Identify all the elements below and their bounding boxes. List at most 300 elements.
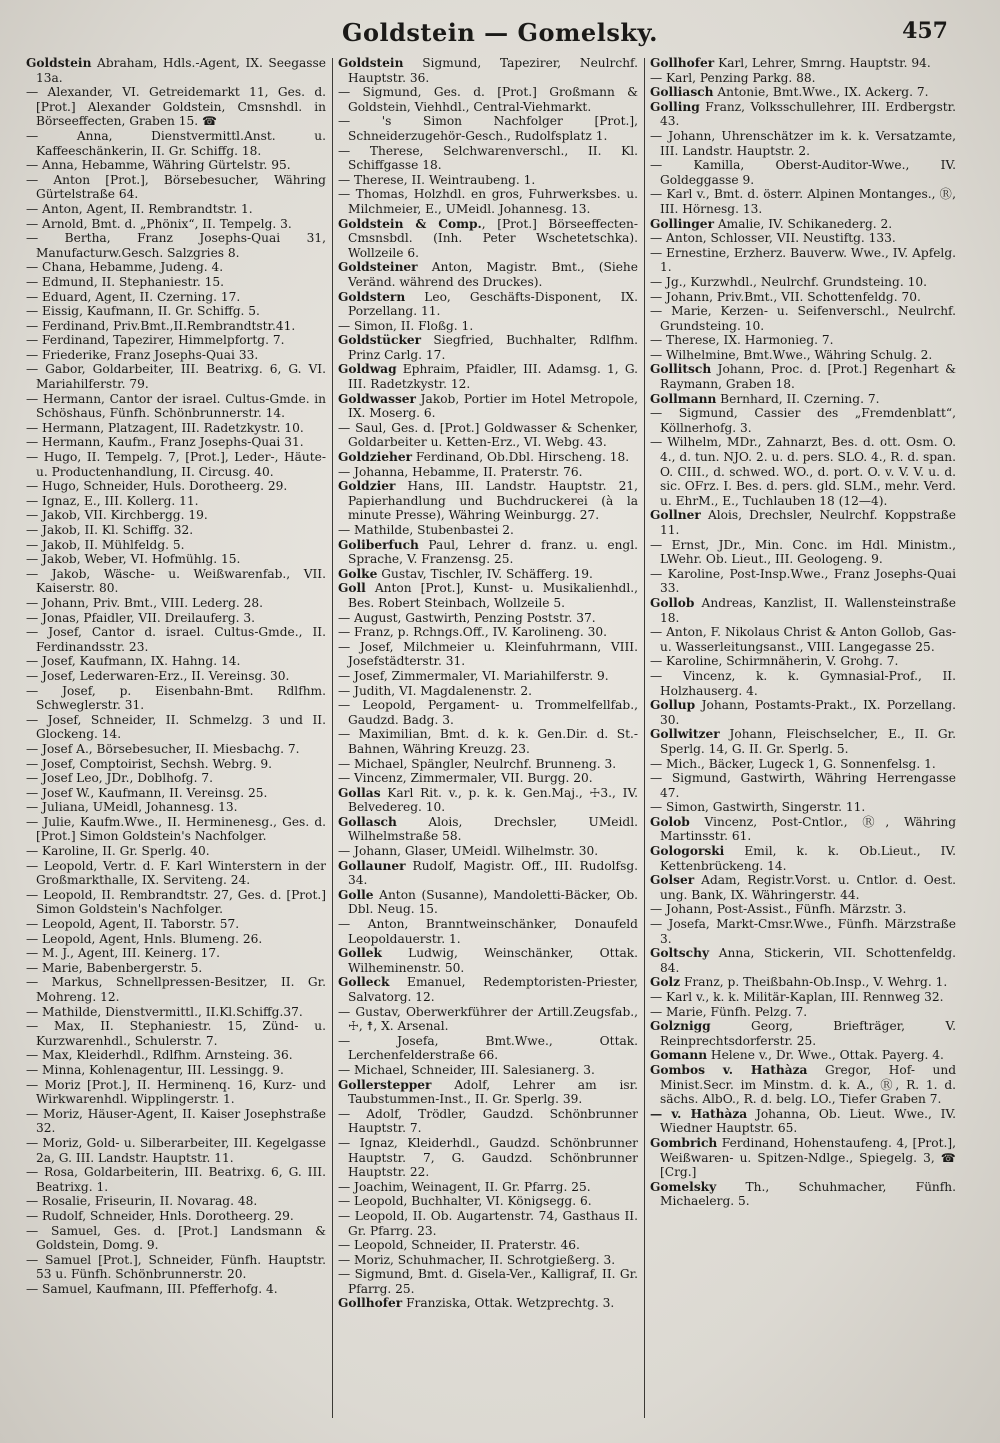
directory-entry-main [650, 946, 956, 975]
entry-surname: Gomann [650, 1048, 708, 1063]
entry-text: — Sigmund, Ges. d. [Prot.] Großmann & Goldstein, Viehhdl., Central-Viehmarkt. [338, 85, 638, 114]
directory-entry-main [338, 538, 638, 567]
entry-text: — Mathilde, Dienstvermittl., II.Kl.Schiffg.37. [26, 1004, 303, 1019]
directory-entry [26, 435, 326, 450]
entry-text: Ephraim, Pfaidler, III. Adamsg. 1, G. III. Radetzkystr. 12. [348, 362, 638, 392]
directory-entry [26, 158, 326, 173]
entry-text: Ludwig, Weinschänker, Ottak. Wilheminenstr. 50. [348, 946, 638, 975]
entry-surname: Gollob [650, 595, 695, 610]
directory-entry [650, 231, 956, 246]
directory-entry [26, 1005, 326, 1020]
entry-text: — Maximilian, Bmt. d. k. k. Gen.Dir. d. St.-Bahnen, Währing Kreuzg. 23. [338, 727, 638, 756]
directory-entry [650, 771, 956, 800]
directory-entry [338, 771, 638, 786]
directory-entry [26, 1194, 326, 1209]
running-head: Goldstein — Gomelsky. [341, 18, 659, 47]
entry-text: — Thomas, Holzhdl. en gros, Fuhrwerksbes. u. Milchmeier, E., UMeidl. Johannesg. 13. [338, 187, 638, 216]
entry-text: — Joachim, Weinagent, II. Gr. Pfarrg. 25. [338, 1179, 591, 1194]
directory-entry-main [650, 217, 956, 232]
entry-text: Georg, Briefträger, V. Reinprechtsdorferstr. 25. [660, 1019, 956, 1048]
entry-text: — Wilhelm, MDr., Zahnarzt, Bes. d. ott. Osm. O. 4., d. tun. NJO. 2. u. d. pers. SLO. 4., R. d. span. O. CIII., d. schwed. WO., d. port. O. v. V. V. u. d. sic. OFrz. I. Bes. d. pers. gld. SLM., mehr. Verd. u. EhrM., E., Tuchlauben 18 (12—4). [650, 435, 956, 508]
page-header [0, 14, 1000, 54]
entry-text: — Rudolf, Schneider, Hnls. Dorotheerg. 29. [26, 1208, 294, 1223]
directory-entry-main [650, 362, 956, 391]
directory-entry [338, 144, 638, 173]
column-3 [650, 56, 956, 1426]
directory-entry-main [338, 479, 638, 523]
directory-entry [650, 538, 956, 567]
entry-text: — Jakob, VII. Kirchbergg. 19. [26, 508, 208, 523]
entry-surname: Gollas [338, 785, 381, 800]
entry-text: — Franz, p. Rchngs.Off., IV. Karolineng. 30. [338, 625, 608, 640]
entry-surname: Gologorski [650, 844, 725, 859]
entry-text: — Karl v., Bmt. d. österr. Alpinen Montanges., Ⓡ, III. Hörnesg. 13. [650, 187, 956, 216]
entry-text: — Samuel [Prot.], Schneider, Fünfh. Hauptstr. 53 u. Fünfh. Schönbrunnerstr. 20. [26, 1252, 326, 1282]
directory-entry [26, 771, 326, 786]
directory-entry-main [338, 392, 638, 421]
entry-text: — Anton [Prot.], Börsebesucher, Währing Gürtelstraße 64. [26, 172, 326, 202]
entry-text: Franz, Volksschullehrer, III. Erdbergstr. 43. [660, 99, 956, 129]
directory-entry [338, 1180, 638, 1195]
entry-text: — August, Gastwirth, Penzing Poststr. 37. [338, 610, 596, 625]
entry-surname: Gollwitzer [650, 727, 720, 742]
entry-text: — Jakob, Wäsche- u. Weißwarenfab., VII. Kaiserstr. 80. [26, 566, 326, 596]
entry-text: — Michael, Spängler, Neulrchf. Brunneng. 3. [338, 756, 617, 771]
entry-text: — Karl, Penzing Parkg. 88. [650, 70, 816, 85]
entry-text: Paul, Lehrer d. franz. u. engl. Sprache, V. Franzensg. 25. [348, 537, 638, 567]
directory-entry-main [650, 727, 956, 756]
entry-text: — Simon, Gastwirth, Singerstr. 11. [650, 800, 866, 815]
directory-entry [650, 902, 956, 917]
directory-entry [650, 246, 956, 275]
directory-entry [26, 479, 326, 494]
entry-text: — Leopold, II. Rembrandtstr. 27, Ges. d. [Prot.] Simon Goldstein's Nachfolger. [26, 887, 326, 917]
entry-text: — Josef, Kaufmann, IX. Hahng. 14. [26, 654, 241, 669]
entry-surname: Golke [338, 566, 378, 581]
directory-entry [338, 465, 638, 480]
entry-surname: Golz [650, 975, 681, 990]
entry-text: — Anton, Agent, II. Rembrandtstr. 1. [26, 201, 253, 216]
page-number: 457 [902, 18, 948, 44]
directory-entry [26, 742, 326, 757]
entry-text: — Josef, Milchmeier u. Kleinfuhrmann, VIII. Josefstädterstr. 31. [338, 639, 638, 669]
entry-text: — Eissig, Kaufmann, II. Gr. Schiffg. 5. [26, 304, 260, 319]
entry-text: — Sigmund, Bmt. d. Gisela-Ver., Kalligraf, II. Gr. Pfarrg. 25. [338, 1267, 638, 1296]
directory-entry [338, 611, 638, 626]
directory-entry [26, 946, 326, 961]
entry-text: , [Prot.] Börseeffecten-Cmsnsbdl. (Inh. Peter Wschetetschka). Wollzeile 6. [348, 216, 638, 260]
directory-entry-main [338, 786, 638, 815]
entry-surname: Goldzier [338, 479, 396, 494]
entry-text: — Moriz [Prot.], II. Herminenq. 16, Kurz- und Wirkwarenhdl. Wipplingerstr. 1. [26, 1077, 326, 1107]
directory-entry-main [650, 392, 956, 407]
directory-entry-main [338, 815, 638, 844]
directory-entry-main [650, 1048, 956, 1063]
directory-entry [26, 319, 326, 334]
directory-entry-main [338, 362, 638, 391]
directory-entry [26, 1107, 326, 1136]
entry-text: Anton, Magistr. Bmt., (Siehe Veränd. während des Druckes). [348, 260, 638, 289]
entry-text: — Samuel, Ges. d. [Prot.] Landsmann & Goldstein, Domg. 9. [26, 1223, 326, 1253]
directory-entry-main [338, 56, 638, 85]
entry-text: — Leopold, Agent, II. Taborstr. 57. [26, 917, 240, 932]
directory-entry-main [650, 975, 956, 990]
directory-entry [26, 611, 326, 626]
entry-text: — Samuel, Kaufmann, III. Pfefferhofg. 4. [26, 1281, 278, 1296]
directory-entry-main [650, 1180, 956, 1209]
entry-text: — Max, Kleiderhdl., Rdlfhm. Arnsteing. 36. [26, 1048, 293, 1063]
directory-entry [650, 654, 956, 669]
entry-text: — Karl v., k. k. Militär-Kaplan, III. Rennweg 32. [650, 990, 944, 1004]
directory-entry [338, 684, 638, 699]
entry-surname: Gombrich [650, 1135, 718, 1150]
directory-entry-main [338, 1296, 638, 1311]
entry-text: — Minna, Kohlenagentur, III. Lessingg. 9. [26, 1062, 284, 1077]
entry-text: — Gustav, Oberwerkführer der Artill.Zeugsfab., ☩, ☨, X. Arsenal. [338, 1004, 638, 1034]
entry-text: — Arnold, Bmt. d. „Phönix“, II. Tempelg. 3. [26, 216, 292, 231]
entry-surname: Goldstücker [338, 333, 422, 348]
directory-entry [26, 392, 326, 421]
entry-text: — Leopold, Pergament- u. Trommelfellfab., Gaudzd. Badg. 3. [338, 698, 638, 727]
entry-text: — Johanna, Hebamme, II. Praterstr. 76. [338, 464, 583, 479]
directory-entry [338, 1209, 638, 1238]
entry-text: — Marie, Fünfh. Pelzg. 7. [650, 1004, 808, 1019]
entry-surname: Goldzieher [338, 450, 413, 465]
column-rule [644, 58, 645, 1418]
directory-entry [26, 800, 326, 815]
directory-entry [26, 713, 326, 742]
entry-text: — Johann, Post-Assist., Fünfh. Märzstr. 3. [650, 902, 907, 917]
directory-entry [26, 1019, 326, 1048]
directory-entry-main [650, 844, 956, 873]
entry-text: — Jakob, II. Mühlfeldg. 5. [26, 537, 185, 552]
entry-surname: Gollhofer [338, 1296, 403, 1311]
entry-text: Hans, III. Landstr. Hauptstr. 21, Papierhandlung und Buchdruckerei (à la minute Presse), Währing Weinburgg. 27. [348, 479, 638, 523]
entry-text: — Ernestine, Erzherz. Bauverw. Wwe., IV. Apfelg. 1. [650, 245, 956, 275]
directory-entry-main [338, 1078, 638, 1107]
entry-text: — Jakob, Weber, VI. Hofmühlg. 15. [26, 552, 241, 567]
directory-entry [26, 1282, 326, 1297]
entry-text: — Edmund, II. Stephaniestr. 15. [26, 274, 225, 289]
entry-text: — Josef Leo, JDr., Doblhofg. 7. [26, 771, 213, 786]
entry-surname: Goldstein [338, 56, 404, 70]
directory-entry-main [338, 859, 638, 888]
entry-text: — Juliana, UMeidl, Johannesg. 13. [26, 800, 238, 815]
directory-entry [26, 625, 326, 654]
directory-entry [26, 1224, 326, 1253]
directory-entry-main [650, 100, 956, 129]
entry-text: — Vincenz, Zimmermaler, VII. Burgg. 20. [338, 771, 593, 786]
directory-entry-main [650, 1136, 956, 1180]
entry-text: — Leopold, Vertr. d. F. Karl Winterstern in der Großmarkthalle, IX. Serviteng. 24. [26, 858, 326, 888]
directory-entry [338, 1107, 638, 1136]
entry-text: Ferdinand, Ob.Dbl. Hirscheng. 18. [412, 450, 630, 465]
entry-text: Franz, p. Theißbahn-Ob.Insp., V. Wehrg. 1. [680, 975, 948, 990]
entry-surname: Golling [650, 99, 700, 114]
entry-surname: Goldwasser [338, 391, 416, 406]
directory-entry [650, 71, 956, 86]
entry-surname: Goldstern [338, 289, 406, 304]
directory-entry-main [650, 1019, 956, 1048]
entry-text: — Karoline, Schirmnäherin, V. Grohg. 7. [650, 654, 899, 669]
entry-surname: Golleck [338, 975, 390, 990]
entry-text: — Gabor, Goldarbeiter, III. Beatrixg. 6, G. VI. Mariahilferstr. 79. [26, 362, 326, 392]
entry-text: — M. J., Agent, III. Keinerg. 17. [26, 946, 221, 961]
entry-text: Ferdinand, Hohenstaufeng. 4, [Prot.], Weißwaren- u. Spitzen-Ndlge., Spiegelg. 3, ☎ [Crg.] [660, 1135, 956, 1180]
entry-text: — Therese, IX. Harmonieg. 7. [650, 333, 834, 348]
entry-surname: Golle [338, 887, 374, 902]
directory-entry [338, 669, 638, 684]
entry-surname: Gollinger [650, 216, 714, 231]
directory-entry [338, 1238, 638, 1253]
entry-text: — Anna, Hebamme, Währing Gürtelstr. 95. [26, 158, 291, 173]
entry-surname: — v. Hathàza [650, 1106, 748, 1121]
entry-surname: Gomelsky [650, 1179, 717, 1194]
entry-text: — Rosa, Goldarbeiterin, III. Beatrixg. 6, G. III. Beatrixg. 1. [26, 1165, 326, 1194]
directory-entry [650, 348, 956, 363]
entry-surname: Gollup [650, 698, 696, 713]
entry-text: — Johann, Glaser, UMeidl. Wilhelmstr. 30. [338, 844, 599, 859]
entry-text: — Saul, Ges. d. [Prot.] Goldwasser & Schenker, Goldarbeiter u. Ketten-Erz., VI. Webg. 43. [338, 420, 638, 450]
entry-text: — Therese, Selchwarenverschl., II. Kl. Schiffgasse 18. [338, 143, 638, 173]
entry-text: — Karoline, II. Gr. Sperlg. 40. [26, 844, 210, 859]
directory-entry [26, 333, 326, 348]
entry-text: — Leopold, II. Ob. Augartenstr. 74, Gasthaus II. Gr. Pfarrg. 23. [338, 1208, 638, 1238]
entry-text: — Rosalie, Friseurin, II. Novarag. 48. [26, 1194, 258, 1209]
entry-surname: Gollmann [650, 391, 717, 406]
entry-text: Johann, Postamts-Prakt., IX. Porzellang. 30. [660, 698, 956, 727]
entry-text: Helene v., Dr. Wwe., Ottak. Payerg. 4. [707, 1048, 944, 1063]
entry-text: Johann, Proc. d. [Prot.] Regenhart & Raymann, Graben 18. [660, 362, 956, 392]
entry-text: — Mathilde, Stubenbastei 2. [338, 523, 514, 537]
entry-text: Gregor, Hof- und Minist.Secr. im Minstm. d. k. A., Ⓡ, R. 1. d. sächs. AlbO., R. d. belg. LO., Tiefer Graben 7. [660, 1062, 956, 1107]
entry-text: — Anton, Schlosser, VII. Neustiftg. 133. [650, 231, 896, 246]
entry-text: — Josef, Schneider, II. Schmelzg. 3 und II. Glockeng. 14. [26, 712, 326, 742]
entry-text: — Julie, Kaufm.Wwe., II. Herminenesg., Ges. d. [Prot.] Simon Goldstein's Nachfolger. [26, 814, 326, 844]
directory-entry [26, 1078, 326, 1107]
directory-entry-main [650, 596, 956, 625]
directory-entry [650, 917, 956, 946]
entry-text: — Alexander, VI. Getreidemarkt 11, Ges. d. [Prot.] Alexander Goldstein, Cmsnshdl. in Börseeffecten, Graben 15. ☎ [26, 85, 326, 129]
entry-surname: Golob [650, 814, 690, 829]
directory-entry-main [650, 508, 956, 537]
directory-entry [338, 1194, 638, 1209]
entry-text: — Anton, F. Nikolaus Christ & Anton Gollob, Gas- u. Wasserleitungsanst., VIII. Langegasse 25. [650, 625, 956, 654]
entry-text: Antonie, Bmt.Wwe., IX. Ackerg. 7. [713, 85, 929, 100]
entry-text: Abraham, Hdls.-Agent, IX. Seegasse 13a. [36, 56, 326, 85]
entry-text: — Kamilla, Oberst-Auditor-Wwe., IV. Goldeggasse 9. [650, 158, 956, 187]
entry-text: — Johann, Priv. Bmt., VIII. Lederg. 28. [26, 595, 264, 610]
directory-entry [26, 757, 326, 772]
directory-entry [338, 523, 638, 538]
entry-text: — Hermann, Kaufm., Franz Josephs-Quai 31. [26, 435, 304, 450]
entry-text: — Josef, Zimmermaler, VI. Mariahilferstr. 9. [338, 668, 609, 683]
entry-text: — Markus, Schnellpressen-Besitzer, II. Gr. Mohreng. 12. [26, 975, 326, 1004]
entry-surname: Gollitsch [650, 362, 712, 377]
column-2 [338, 56, 638, 1426]
directory-entry [650, 757, 956, 772]
directory-entry [338, 114, 638, 143]
directory-entry [650, 1005, 956, 1020]
entry-text: — Ignaz, E., III. Kollerg. 11. [26, 493, 199, 508]
directory-entry [338, 1267, 638, 1296]
directory-entry [650, 187, 956, 216]
directory-entry [26, 844, 326, 859]
directory-entry [26, 1253, 326, 1282]
directory-entry [26, 538, 326, 553]
entry-text: Adam, Registr.Vorst. u. Cntlor. d. Oest. ung. Bank, IX. Währingerstr. 44. [660, 873, 956, 902]
directory-entry [26, 129, 326, 158]
directory-entry [338, 1063, 638, 1078]
directory-entry-main [338, 946, 638, 975]
entry-surname: Goldstein & Comp. [338, 216, 482, 231]
directory-entry [650, 669, 956, 698]
directory-entry-main [338, 975, 638, 1004]
directory-entry [26, 217, 326, 232]
entry-text: — Hermann, Platzagent, III. Radetzkystr. 10. [26, 420, 304, 435]
entry-surname: Goltschy [650, 946, 710, 961]
entry-text: — Johann, Priv.Bmt., VII. Schottenfeldg. 70. [650, 289, 921, 304]
directory-entry-main [650, 56, 956, 71]
entry-text: — Jonas, Pfaidler, VII. Dreilauferg. 3. [26, 610, 256, 625]
entry-text: — Leopold, Agent, Hnls. Blumeng. 26. [26, 931, 263, 946]
entry-text: — Moriz, Gold- u. Silberarbeiter, III. Kegelgasse 2a, G. III. Landstr. Hauptstr. 11. [26, 1135, 326, 1165]
directory-entry-main [338, 217, 638, 261]
directory-entry-main [338, 290, 638, 319]
directory-entry-main [338, 567, 638, 582]
directory-entry [26, 1136, 326, 1165]
entry-text: — Friederike, Franz Josephs-Quai 33. [26, 347, 259, 362]
directory-entry [338, 1253, 638, 1268]
directory-entry [650, 625, 956, 654]
directory-entry [26, 815, 326, 844]
entry-surname: Gollauner [338, 858, 406, 873]
directory-entry-main [338, 333, 638, 362]
directory-entry [650, 990, 956, 1005]
directory-entry-main [650, 873, 956, 902]
directory-entry [26, 917, 326, 932]
directory-entry [26, 975, 326, 1004]
directory-entry [26, 450, 326, 479]
directory-entry [26, 523, 326, 538]
entry-surname: Gombos v. Hathàza [650, 1062, 808, 1077]
directory-entry [26, 1063, 326, 1078]
entry-text: — Vincenz, k. k. Gymnasial-Prof., II. Holzhauserg. 4. [650, 668, 956, 698]
directory-entry [26, 348, 326, 363]
entry-text: — Hermann, Cantor der israel. Cultus-Gmde. in Schöshaus, Fünfh. Schönbrunnerstr. 14. [26, 391, 326, 421]
directory-entry [26, 231, 326, 260]
entry-text: Anton [Prot.], Kunst- u. Musikalienhdl., Bes. Robert Steinbach, Wollzeile 5. [348, 581, 638, 610]
entry-text: — Moriz, Schuhmacher, II. Schrotgießerg. 3. [338, 1252, 616, 1267]
directory-entry [338, 625, 638, 640]
entry-text: — Michael, Schneider, III. Salesianerg. 3. [338, 1062, 595, 1077]
entry-surname: Gollasch [338, 814, 397, 829]
entry-text: — Bertha, Franz Josephs-Quai 31, Manufacturw.Gesch. Salzgries 8. [26, 231, 326, 260]
entry-text: — Anton, Branntweinschänker, Donaufeld Leopoldauerstr. 1. [338, 917, 638, 946]
directory-entry [650, 800, 956, 815]
entry-text: Bernhard, II. Czerning. 7. [716, 391, 880, 406]
directory-entry [26, 304, 326, 319]
column-1 [26, 56, 326, 1426]
entry-text: — Adolf, Trödler, Gaudzd. Schönbrunner Hauptstr. 7. [338, 1106, 638, 1136]
directory-entry [26, 1048, 326, 1063]
directory-entry [650, 275, 956, 290]
entry-text: Emanuel, Redemptoristen-Priester, Salvatorg. 12. [348, 975, 638, 1004]
directory-entry [26, 961, 326, 976]
directory-entry [26, 888, 326, 917]
directory-entry [26, 654, 326, 669]
entry-surname: Golliasch [650, 85, 714, 100]
column-rule [332, 58, 333, 1418]
entry-text: Alois, Drechsler, UMeidl. Wilhelmstraße 58. [348, 814, 638, 844]
directory-entry [26, 275, 326, 290]
entry-text: — Sigmund, Gastwirth, Währing Herrengasse 47. [650, 771, 956, 800]
entry-surname: Gollek [338, 946, 382, 961]
directory-entry-main [338, 260, 638, 289]
directory-entry [338, 319, 638, 334]
directory-entry [338, 844, 638, 859]
entry-text: — Josefa, Bmt.Wwe., Ottak. Lerchenfelderstraße 66. [338, 1033, 638, 1063]
directory-entry-main [650, 1063, 956, 1107]
entry-text: — Ferdinand, Tapezirer, Himmelpfortg. 7. [26, 333, 285, 348]
entry-surname: Goldstein [26, 56, 92, 70]
entry-text: Amalie, IV. Schikanederg. 2. [713, 216, 893, 231]
entry-text: Anton (Susanne), Mandoletti-Bäcker, Ob. Dbl. Neug. 15. [348, 887, 638, 917]
entry-surname: Gollner [650, 508, 701, 523]
directory-entry-main [26, 56, 326, 85]
entry-text: Gustav, Tischler, IV. Schäfferg. 19. [377, 566, 593, 581]
directory-entry [338, 1034, 638, 1063]
directory-entry [26, 508, 326, 523]
entry-text: — Jg., Kurzwhdl., Neulrchf. Grundsteing. 10. [650, 274, 927, 289]
directory-entry [26, 202, 326, 217]
directory-entry [338, 698, 638, 727]
directory-entry [338, 917, 638, 946]
entry-text: Johann, Fleischselcher, E., II. Gr. Sperlg. 14, G. II. Gr. Sperlg. 5. [660, 727, 956, 756]
entry-text: — Josefa, Markt-Cmsr.Wwe., Fünfh. Märzstraße 3. [650, 917, 956, 946]
entry-text: — Ernst, JDr., Min. Conc. im Hdl. Ministm., LWehr. Ob. Lieut., III. Geologeng. 9. [650, 537, 956, 567]
directory-entry [26, 1165, 326, 1194]
directory-entry [26, 494, 326, 509]
directory-entry [338, 640, 638, 669]
entry-text: — Moriz, Häuser-Agent, II. Kaiser Josephstraße 32. [26, 1106, 326, 1136]
entry-text: — Therese, II. Weintraubeng. 1. [338, 172, 536, 187]
directory-entry-main [650, 85, 956, 100]
entry-text: — Jakob, II. Kl. Schiffg. 32. [26, 523, 194, 537]
directory-entry [26, 552, 326, 567]
entry-text: — Josef, p. Eisenbahn-Bmt. Rdlfhm. Schweglerstr. 31. [26, 683, 326, 713]
directory-entry-main [650, 698, 956, 727]
directory-entry [26, 1209, 326, 1224]
directory-entry [26, 421, 326, 436]
directory-entry [26, 567, 326, 596]
entry-text: — Johann, Uhrenschätzer im k. k. Versatzamte, III. Landstr. Hauptstr. 2. [650, 128, 956, 158]
directory-entry [338, 173, 638, 188]
directory-entry [338, 421, 638, 450]
directory-entry [650, 406, 956, 435]
entry-text: — Leopold, Schneider, II. Praterstr. 46. [338, 1238, 580, 1253]
entry-text: Johanna, Ob. Lieut. Wwe., IV. Wiedner Hauptstr. 65. [660, 1106, 956, 1136]
directory-entry [650, 304, 956, 333]
entry-text: — Judith, VI. Magdalenenstr. 2. [338, 683, 533, 698]
entry-text: Th., Schuhmacher, Fünfh. Michaelerg. 5. [660, 1179, 956, 1209]
entry-surname: Goll [338, 581, 366, 596]
directory-entry [26, 786, 326, 801]
directory-entry [26, 173, 326, 202]
directory-entry-main [338, 450, 638, 465]
directory-entry [26, 362, 326, 391]
directory-entry [338, 1136, 638, 1180]
